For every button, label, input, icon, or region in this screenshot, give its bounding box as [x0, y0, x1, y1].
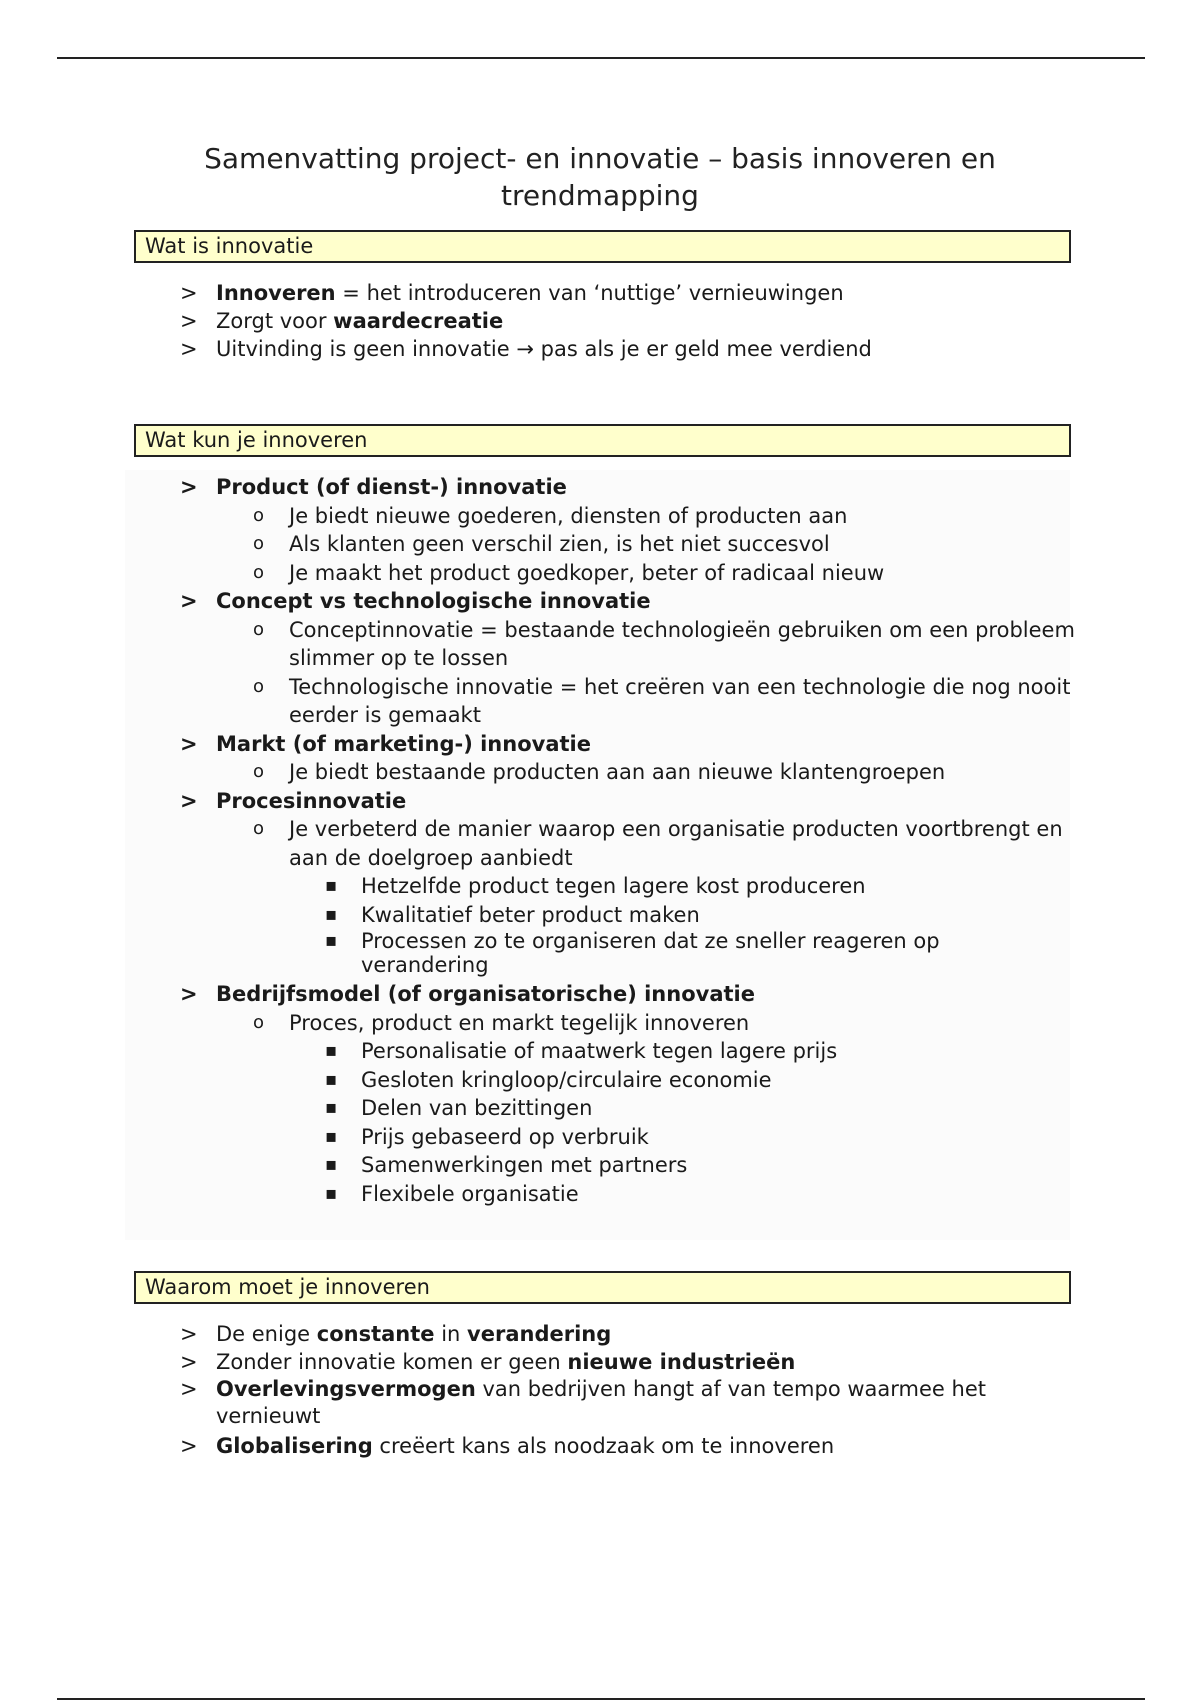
item-bold-text: verandering	[467, 1322, 612, 1346]
list-item	[0, 1432, 1058, 1460]
list-marker: ▪	[325, 903, 338, 925]
list-marker: >	[180, 475, 198, 499]
list-marker: >	[180, 337, 198, 361]
section-heading-waarom-moet-je-innoveren: Waarom moet je innoveren	[134, 1271, 1071, 1304]
item-text: Zorgt voor	[216, 309, 334, 333]
item-text: Prijs gebaseerd op verbruik	[361, 1124, 649, 1149]
list-marker: o	[253, 675, 265, 697]
item-text: Processen zo te organiseren dat ze sneller reageren op verandering	[361, 929, 940, 977]
list-item	[0, 1376, 1058, 1432]
list-item	[0, 929, 1041, 980]
list-marker: o	[253, 761, 265, 782]
list-item	[0, 335, 1058, 363]
item-bold-text: constante	[316, 1322, 435, 1346]
list-marker: >	[180, 1350, 198, 1374]
list-marker: ▪	[325, 1097, 338, 1118]
list-marker: >	[180, 589, 198, 613]
list-item	[0, 901, 1041, 930]
item-text: creëert kans als noodzaak om te innoveren	[372, 1434, 835, 1458]
list-item	[0, 559, 1079, 588]
item-text: Flexibele organisatie	[361, 1181, 579, 1206]
item-text: Proces, product en markt tegelijk innoveren	[289, 1010, 750, 1035]
list-item	[0, 872, 1041, 901]
section-list-waarom-moet-je-innoveren	[0, 1320, 1200, 1460]
item-bold-text: Markt (of marketing-) innovatie	[216, 731, 591, 756]
item-text: Uitvinding is geen innovatie	[216, 337, 517, 361]
list-marker: ▪	[325, 875, 338, 896]
list-item	[0, 1151, 1041, 1180]
item-text: Samenwerkingen met partners	[361, 1153, 688, 1177]
item-text: Conceptinnovatie = bestaande technologieën gebruiken om een probleem slimmer op te lossen	[289, 617, 1075, 670]
list-marker: o	[253, 504, 265, 526]
list-marker: >	[180, 1322, 198, 1346]
item-text: Je verbeterd de manier waarop een organisatie producten voortbrengt en aan de doelgroep aanbiedt	[289, 817, 1063, 870]
list-item	[0, 1066, 1041, 1095]
list-item	[0, 530, 1079, 559]
list-item	[0, 1009, 1079, 1038]
list-marker: ▪	[325, 1182, 338, 1204]
list-marker: ▪	[325, 1125, 338, 1147]
item-text: pas als je er geld mee verdiend	[533, 337, 872, 361]
header-rule	[57, 57, 1145, 59]
item-text: Personalisatie of maatwerk tegen lagere prijs	[361, 1039, 838, 1063]
item-text: Delen van bezittingen	[361, 1096, 593, 1120]
section-list-wat-kun-je-innoveren	[0, 473, 1200, 1208]
list-marker: o	[253, 533, 265, 554]
item-text: Hetzelfde product tegen lagere kost produceren	[361, 874, 866, 898]
item-text: De enige	[216, 1322, 317, 1346]
list-marker: >	[180, 982, 198, 1006]
list-item	[0, 1348, 1058, 1376]
list-marker: >	[180, 309, 198, 333]
list-marker: ▪	[325, 930, 338, 951]
list-item	[0, 673, 1079, 730]
list-item	[0, 730, 1058, 759]
item-bold-text: Procesinnovatie	[216, 788, 407, 813]
list-item	[0, 587, 1058, 616]
item-text: in	[434, 1322, 468, 1346]
item-bold-text: Product (of dienst-) innovatie	[216, 475, 567, 499]
item-bold-text: Globalisering	[216, 1434, 373, 1458]
section-heading-wat-kun-je-innoveren: Wat kun je innoveren	[134, 424, 1071, 457]
item-text: = het introduceren van ‘nuttige’ vernieuwingen	[335, 281, 844, 305]
list-marker: o	[253, 618, 265, 640]
list-marker: ▪	[325, 1068, 338, 1090]
list-item	[0, 502, 1079, 531]
item-text: Technologische innovatie = het creëren van een technologie die nog nooit eerder is gemaakt	[289, 674, 1071, 727]
item-text: Je biedt bestaande producten aan aan nieuwe klantengroepen	[289, 760, 946, 784]
section-heading-wat-is-innovatie: Wat is innovatie	[134, 230, 1071, 263]
list-item	[0, 758, 1079, 787]
item-bold-text: nieuwe industrieën	[567, 1350, 796, 1374]
list-item	[0, 1180, 1041, 1209]
item-text: Kwalitatief beter product maken	[361, 902, 700, 927]
arrow-right-icon: →	[516, 337, 534, 361]
list-item	[0, 1320, 1058, 1348]
list-item	[0, 616, 1079, 673]
list-item	[0, 473, 1058, 502]
section-list-wat-is-innovatie	[0, 279, 1200, 363]
item-text: Je biedt nieuwe goederen, diensten of producten aan	[289, 503, 848, 528]
page-title: Samenvatting project- en innovatie – basis innoveren en trendmapping	[204, 142, 996, 212]
list-item	[0, 1094, 1041, 1123]
list-marker: ▪	[325, 1154, 338, 1175]
list-marker: >	[180, 731, 198, 756]
list-marker: >	[180, 281, 198, 305]
list-marker: >	[180, 1434, 198, 1458]
item-bold-text: waardecreatie	[333, 309, 504, 333]
list-marker: >	[180, 788, 198, 813]
list-item	[0, 1123, 1041, 1152]
item-text: Zonder innovatie komen er geen	[216, 1350, 568, 1374]
list-item	[0, 1037, 1041, 1066]
item-bold-text: Concept vs technologische innovatie	[216, 589, 651, 613]
list-item	[0, 815, 1079, 872]
item-text: van bedrijven hangt af van tempo waarmee het vernieuwt	[216, 1377, 986, 1428]
item-bold-text: Overlevingsvermogen	[216, 1377, 476, 1401]
list-item	[0, 980, 1058, 1009]
item-text: Gesloten kringloop/circulaire economie	[361, 1067, 772, 1092]
list-marker: ▪	[325, 1040, 338, 1061]
list-marker: >	[180, 1377, 198, 1401]
item-text: Je maakt het product goedkoper, beter of radicaal nieuw	[289, 560, 885, 585]
list-marker: o	[253, 1011, 265, 1033]
list-item	[0, 307, 1058, 335]
item-bold-text: Bedrijfsmodel (of organisatorische) innovatie	[216, 982, 755, 1006]
item-bold-text: Innoveren	[216, 281, 336, 305]
item-text: Als klanten geen verschil zien, is het niet succesvol	[289, 532, 830, 556]
list-item	[0, 279, 1058, 307]
list-marker: o	[253, 561, 265, 583]
list-marker: o	[253, 818, 265, 839]
list-item	[0, 787, 1058, 816]
